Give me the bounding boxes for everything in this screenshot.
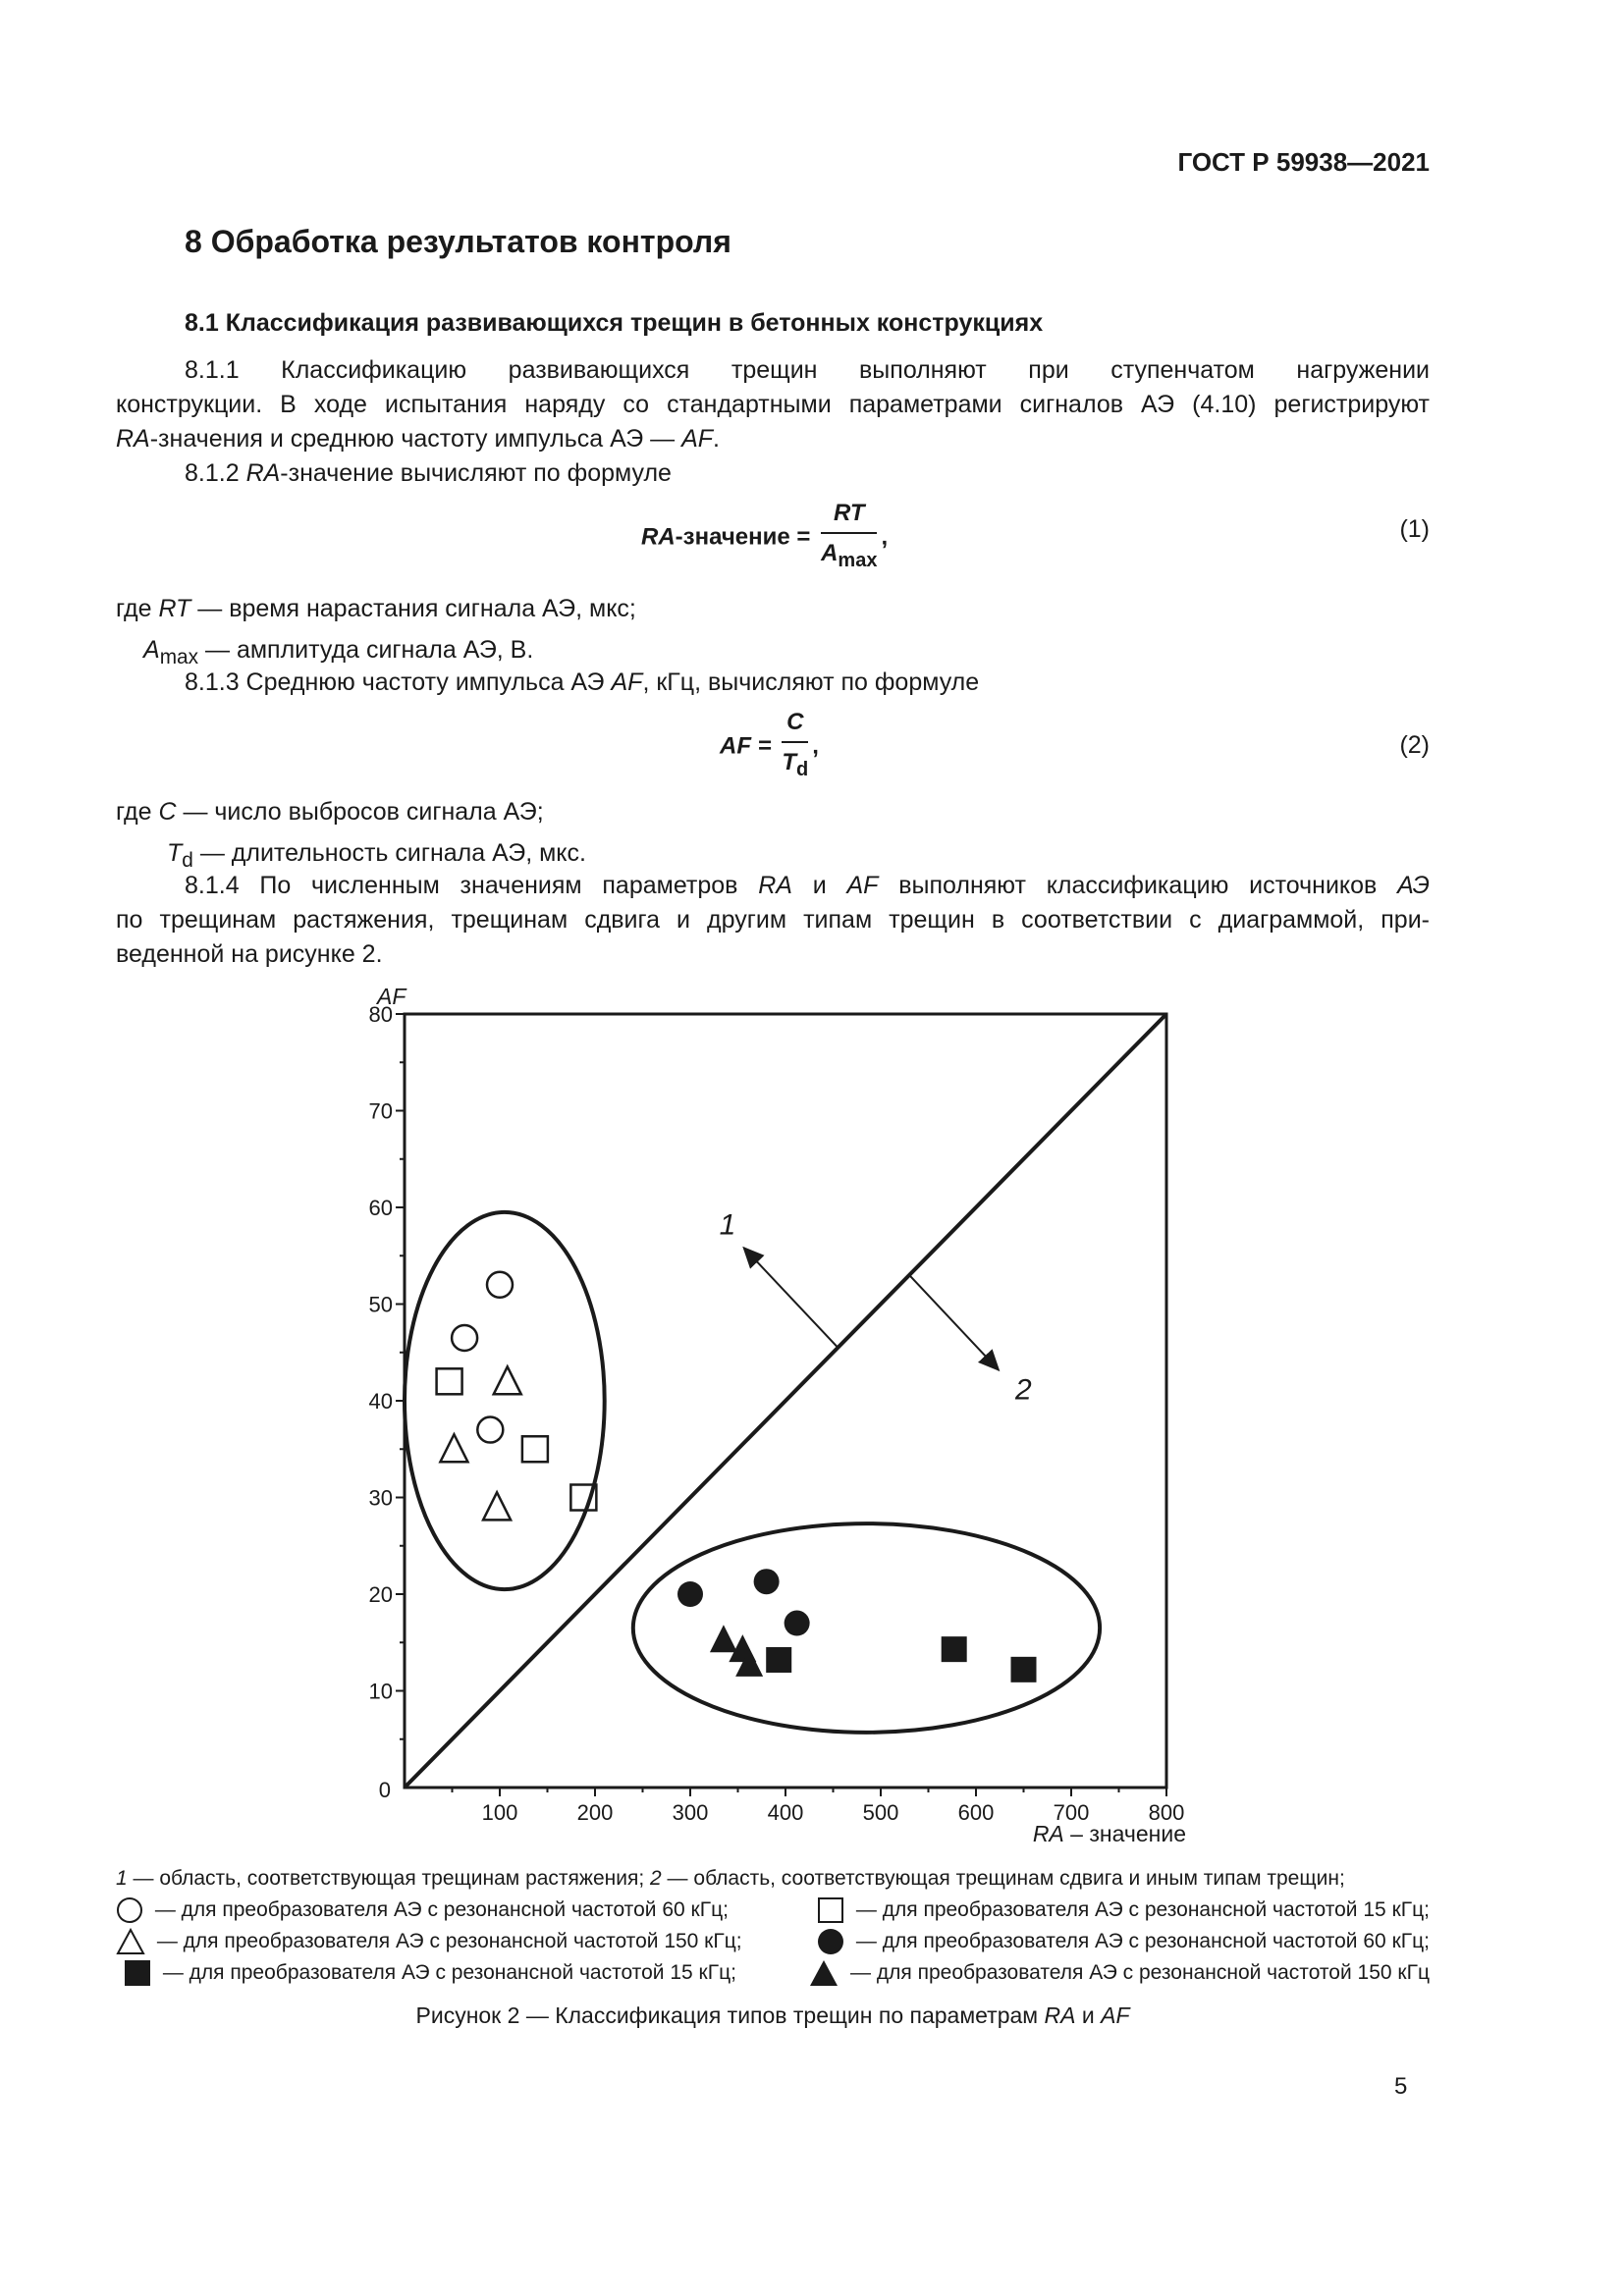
y-tick-label: 10	[368, 1679, 393, 1704]
square-filled-point	[942, 1636, 967, 1662]
figure-legend	[116, 1863, 1430, 1989]
text-line: 8.1.1 Классификацию развивающихся трещин выполняют при ступенчатом нагружении	[185, 356, 1430, 384]
formula-2-row	[116, 705, 1430, 780]
square-filled-icon	[124, 1959, 151, 1987]
text-line: по трещинам растяжения, трещинам сдвига и другим типам трещин в соответствии с диаграммой, при-	[116, 906, 1430, 934]
section-title: 8 Обработка результатов контроля	[185, 224, 731, 259]
legend-row: — для преобразователя АЭ с резонансной частотой 150 кГц; — для преобразователя АЭ с резонансной частотой 60 кГц;	[116, 1926, 1430, 1957]
text-fragment: 8.1.2	[185, 459, 246, 487]
x-tick-label: 500	[862, 1800, 899, 1825]
triangle-open-icon	[116, 1928, 145, 1955]
region-label: 1	[719, 1208, 736, 1242]
formula-2-definitions	[116, 795, 1430, 878]
paragraph-8-1-4	[116, 869, 1430, 972]
page-number: 5	[1394, 2073, 1408, 2100]
cluster-ellipse	[633, 1523, 1100, 1733]
term-af: AF	[611, 668, 643, 696]
y-axis-label: AF	[377, 984, 406, 1009]
region-arrow	[744, 1248, 839, 1348]
paragraph-8-1-3: 8.1.3 Среднюю частоту импульса АЭ AF, кГц, вычисляют по формуле	[185, 668, 980, 696]
term-af: AF	[681, 425, 714, 453]
triangle-filled-point	[710, 1625, 737, 1652]
circle-open-icon	[116, 1896, 143, 1924]
y-tick-label: 80	[368, 1002, 393, 1027]
circle-open-point	[452, 1325, 477, 1351]
definition-c: где C — число выбросов сигнала АЭ;	[116, 798, 544, 826]
formula-1-definitions	[116, 592, 1430, 674]
x-tick-label: 600	[957, 1800, 995, 1825]
figure-caption: Рисунок 2 — Классификация типов трещин по параметрам RA и AF	[415, 2002, 1130, 2028]
cluster-ellipse	[405, 1212, 605, 1589]
region-arrow	[909, 1275, 999, 1370]
formula-1: RA-значение = $\frac{RT}{A_{max}}$ ,	[641, 496, 888, 578]
circle-open-point	[477, 1417, 503, 1443]
text-line: RA-значения и среднюю частоту импульса АЭ — AF.	[116, 425, 720, 453]
formula-1-row	[116, 496, 1430, 571]
definition-amax: $A_{max}$ — амплитуда сигнала АЭ, В.	[143, 636, 534, 668]
text-line: 8.1.4 По численным значениям параметров RA и AF выполняют классификацию источников АЭ	[185, 872, 1431, 899]
formula-2: AF = $\frac{C}{T_d}$ ,	[720, 705, 819, 787]
legend-row: 1 — область, соответствующая трещинам растяжения; 2 — область, соответствующая трещинам сдвига и иным типам трещин;	[116, 1867, 1345, 1890]
x-tick-label: 400	[767, 1800, 804, 1825]
square-open-icon	[817, 1896, 844, 1924]
x-tick-label: 700	[1053, 1800, 1090, 1825]
circle-filled-point	[677, 1581, 703, 1607]
text-fragment: -значения и среднюю частоту импульса АЭ —	[149, 425, 682, 453]
circle-filled-point	[785, 1611, 810, 1636]
triangle-open-point	[440, 1434, 467, 1462]
square-filled-point	[1011, 1657, 1037, 1682]
x-tick-label: 100	[481, 1800, 518, 1825]
y-tick-label: 50	[368, 1292, 393, 1317]
crack-classification-chart	[334, 977, 1218, 1850]
definition-td: $T_d$ — длительность сигнала АЭ, мкс.	[167, 839, 586, 872]
y-tick-label: 20	[368, 1582, 393, 1607]
origin-label: 0	[378, 1778, 391, 1802]
definition-rt: где RT — время нарастания сигнала АЭ, мкс;	[116, 595, 636, 622]
y-tick-label: 30	[368, 1485, 393, 1511]
square-filled-point	[766, 1647, 791, 1673]
term-ra: RA	[245, 459, 281, 487]
x-axis-label: RA – значение	[1032, 1821, 1186, 1846]
triangle-open-point	[483, 1492, 511, 1520]
circle-filled-icon	[817, 1928, 844, 1955]
y-tick-label: 70	[368, 1098, 393, 1124]
legend-row: — для преобразователя АЭ с резонансной частотой 60 кГц; — для преобразователя АЭ с резонансной частотой 15 кГц;	[116, 1895, 1430, 1926]
text-fragment: -значение вычисляют по формуле	[280, 459, 672, 487]
legend-row: — для преобразователя АЭ с резонансной частотой 15 кГц; — для преобразователя АЭ с резонансной частотой 150 кГц	[116, 1957, 1430, 1989]
term-ra: RA	[116, 425, 150, 453]
square-open-point	[437, 1368, 462, 1394]
text-line: веденной на рисунке 2.	[116, 940, 383, 968]
x-tick-label: 200	[576, 1800, 614, 1825]
triangle-filled-icon	[809, 1959, 839, 1987]
region-label: 2	[1014, 1373, 1032, 1407]
document-header: ГОСТ Р 59938—2021	[1177, 147, 1430, 177]
formula-number: (2)	[1399, 731, 1430, 759]
circle-filled-point	[754, 1569, 780, 1594]
paragraph-8-1-1	[116, 353, 1430, 456]
x-tick-label: 300	[672, 1800, 709, 1825]
text-line: конструкции. В ходе испытания наряду со стандартными параметрами сигналов АЭ (4.10) регистрируют	[116, 391, 1430, 418]
triangle-open-point	[494, 1366, 521, 1394]
paragraph-8-1-2	[116, 456, 1430, 491]
circle-open-point	[487, 1272, 513, 1298]
y-tick-label: 60	[368, 1196, 393, 1220]
x-tick-label: 800	[1148, 1800, 1185, 1825]
square-open-point	[522, 1436, 548, 1462]
subsection-title: 8.1 Классификация развивающихся трещин в бетонных конструкциях	[185, 309, 1044, 337]
y-tick-label: 40	[368, 1389, 393, 1414]
formula-number: (1)	[1399, 515, 1430, 543]
